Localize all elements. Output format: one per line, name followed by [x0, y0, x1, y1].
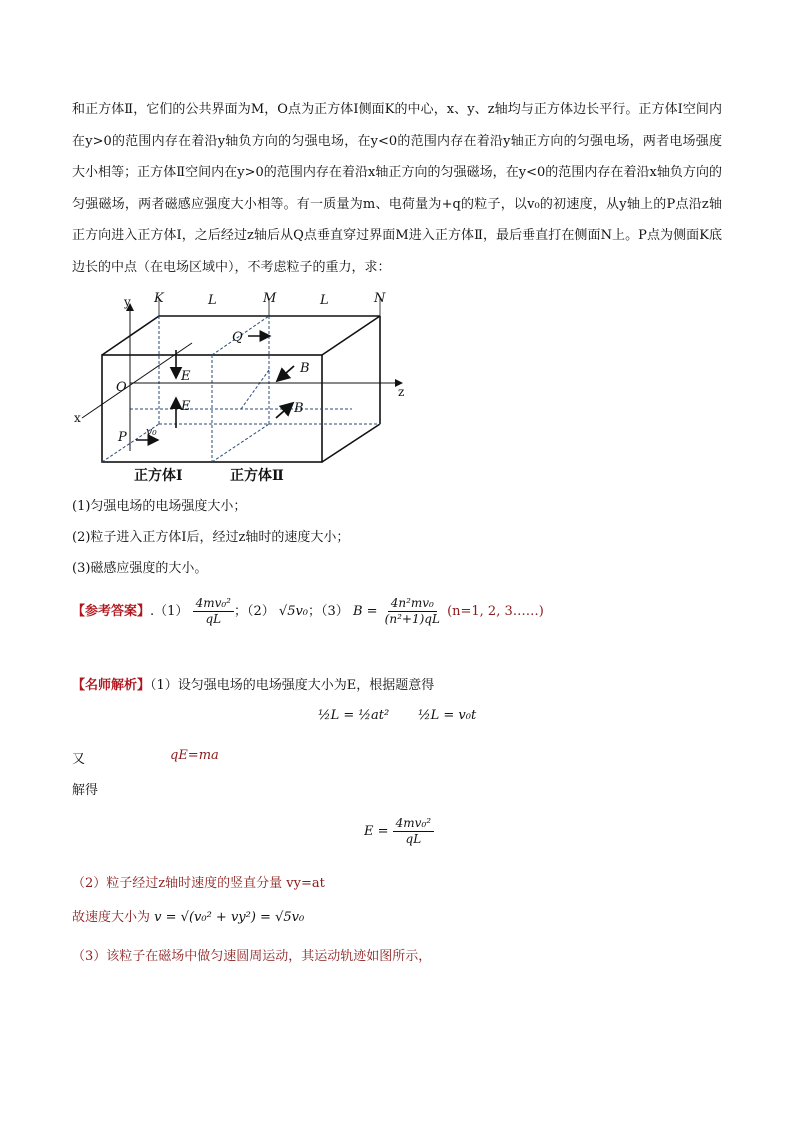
- label-o: O: [116, 380, 127, 395]
- answer-3-numerator: 4n²mv₀: [388, 596, 437, 612]
- equation-3-numerator: 4mv₀²: [393, 816, 434, 832]
- answer-label: 【参考答案】: [72, 604, 151, 619]
- label-m: M: [263, 291, 277, 306]
- equation-3-lhs: E =: [364, 824, 389, 839]
- answer-1-fraction: [193, 596, 234, 627]
- answer-1-denominator: qL: [205, 612, 222, 626]
- equation-2: qE=ma: [170, 748, 219, 763]
- equation-3: [364, 816, 434, 847]
- again-label: 又: [72, 752, 86, 767]
- answer-part3-prefix: ；（3）: [308, 604, 349, 619]
- question-3: (3)磁感应强度的大小。: [72, 561, 208, 576]
- label-e-bottom: E: [181, 399, 191, 414]
- label-v0: v₀: [146, 425, 157, 438]
- answer-part1-prefix: .（1）: [150, 604, 189, 619]
- label-b-bottom: B: [294, 401, 304, 416]
- label-l-right: L: [320, 293, 329, 308]
- b-field-arrow-top: [277, 366, 294, 381]
- hidden-m-bottom: [212, 424, 269, 462]
- answer-3-denominator: (n²+1)qL: [384, 612, 440, 626]
- analysis-label: 【名师解析】: [72, 678, 151, 693]
- answer-part2-prefix: ；（2）: [233, 604, 275, 619]
- analysis-line-2: （2）粒子经过z轴时速度的竖直分量 vy=at: [72, 876, 325, 891]
- equation-1a: ½L = ½at²: [318, 708, 390, 723]
- b-field-arrow-bottom: [276, 403, 293, 418]
- label-k: K: [154, 291, 164, 306]
- label-cube-1: 正方体Ⅰ: [134, 468, 183, 483]
- label-n: N: [374, 291, 386, 306]
- analysis-line-3-prefix: 故速度大小为: [72, 910, 151, 925]
- equation-3-fraction: [393, 816, 434, 847]
- question-1: (1)匀强电场的电场强度大小；: [72, 499, 247, 514]
- label-q: Q: [232, 330, 243, 345]
- solve-label: 解得: [72, 783, 99, 798]
- hidden-m-mid: [241, 370, 269, 409]
- analysis-text-1: （1）设匀强电场的电场强度大小为E，根据题意得: [150, 678, 435, 693]
- top-edge-right: [322, 316, 380, 355]
- label-l-left: L: [208, 293, 217, 308]
- label-p: P: [118, 430, 127, 445]
- answer-1-numerator: 4mv₀²: [193, 596, 234, 612]
- question-2: (2)粒子进入正方体Ⅰ后，经过z轴时的速度大小；: [72, 530, 350, 545]
- label-cube-2: 正方体Ⅱ: [230, 468, 284, 483]
- label-z: z: [398, 385, 405, 399]
- reference-answer: [72, 596, 544, 627]
- label-b-top: B: [300, 361, 310, 376]
- analysis-line-4: （3）该粒子在磁场中做匀速圆周运动，其运动轨迹如图所示，: [72, 949, 432, 964]
- answer-3-fraction: [382, 596, 443, 627]
- label-y: y: [124, 295, 131, 309]
- problem-intro: 和正方体Ⅱ，它们的公共界面为M，O点为正方体Ⅰ侧面K的中心，x、y、z轴均与正方体边长平行。正方体Ⅰ空间内在y>0的范围内存在着沿y轴负方向的匀强电场，在y<0的范围内存在着沿y轴正方向的匀强电场，两者电场强度大小相等；正方体Ⅱ空间内在y>0的范围内存在着沿x轴正方向的匀强磁场，在y<0的范围内存在着沿x轴负方向的匀强磁场，两者磁感应强度大小相等。有一质量为m、电荷量为+q的粒子，以v₀的初速度，从y轴上的P点沿z轴正方向进入正方体Ⅰ，之后经过z轴后从Q点垂直穿过界面M进入正方体Ⅱ，最后垂直打在侧面N上。P点为侧面K底边长的中点（在电场区域中），不考虑粒子的重力，求：: [72, 102, 722, 275]
- label-e-top: E: [181, 369, 191, 384]
- answer-3-lhs: B =: [352, 604, 378, 619]
- answer-2: √5v₀: [278, 604, 309, 619]
- analysis-line-3: [72, 906, 304, 925]
- equation-3-denominator: qL: [405, 832, 422, 846]
- label-x: x: [74, 411, 81, 425]
- analysis-line-1: [72, 674, 434, 693]
- bottom-edge-right: [322, 424, 380, 462]
- answer-3-note: (n=1, 2, 3……): [447, 604, 544, 619]
- equation-1b: ½L = v₀t: [418, 708, 477, 723]
- cube-diagram: [72, 288, 412, 483]
- equation-4: v = √(v₀² + vy²) = √5v₀: [154, 910, 305, 925]
